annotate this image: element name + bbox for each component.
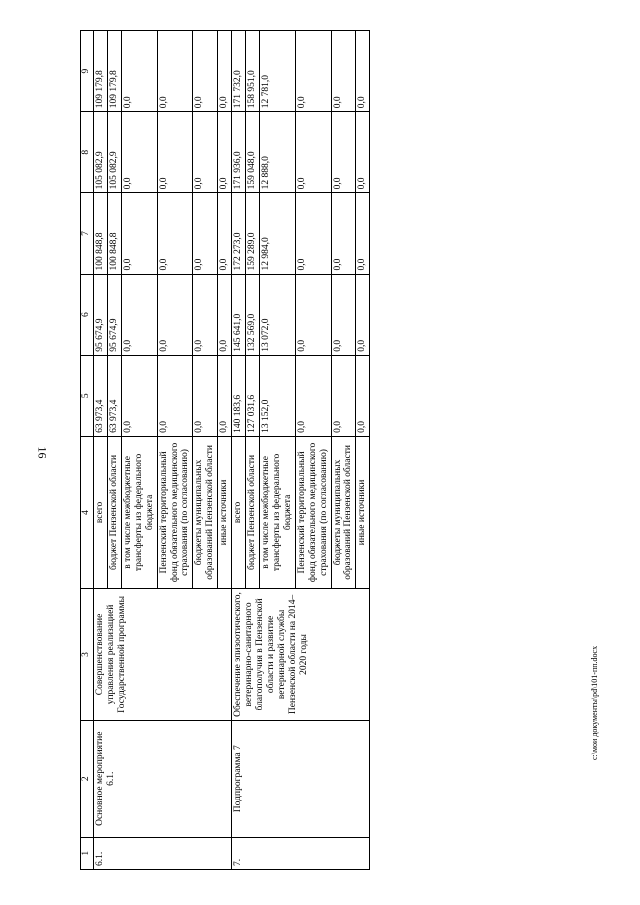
cell-value: 0,0 <box>218 31 232 112</box>
cell-value: 0,0 <box>193 355 218 436</box>
cell-value: 0,0 <box>331 274 356 355</box>
cell-value: 127 031,6 <box>246 355 260 436</box>
header-cell: 5 <box>81 355 94 436</box>
cell-value: 0,0 <box>218 355 232 436</box>
budget-table <box>80 30 370 870</box>
cell-value: 0,0 <box>218 112 232 193</box>
cell-funding-source: бюджеты муниципальных образований Пензенской области <box>331 436 356 588</box>
header-cell: 4 <box>81 436 94 588</box>
table-row <box>94 31 108 870</box>
cell-value: 0,0 <box>121 355 157 436</box>
cell-value: 0,0 <box>356 193 370 274</box>
cell-value: 0,0 <box>157 355 193 436</box>
header-cell: 3 <box>81 589 94 721</box>
cell-value: 0,0 <box>295 112 331 193</box>
cell-value: 95 674,9 <box>107 274 121 355</box>
cell-value: 0,0 <box>218 193 232 274</box>
cell-value: 0,0 <box>356 112 370 193</box>
cell-value: 95 674,9 <box>94 274 108 355</box>
cell-value: 0,0 <box>121 274 157 355</box>
cell-value: 0,0 <box>193 193 218 274</box>
cell-value: 159 289,0 <box>246 193 260 274</box>
header-cell: 7 <box>81 193 94 274</box>
cell-value: 145 641,0 <box>232 274 246 355</box>
cell-value: 0,0 <box>295 274 331 355</box>
cell-value: 105 082,9 <box>107 112 121 193</box>
cell-value: 0,0 <box>331 31 356 112</box>
cell-value: 0,0 <box>295 31 331 112</box>
cell-name: Основное мероприятие 6.1. <box>94 720 232 837</box>
header-row <box>81 31 94 870</box>
cell-no: 7. <box>232 837 370 869</box>
header-cell: 6 <box>81 274 94 355</box>
cell-funding-source: Пензенский территориальный фонд обязательного медицинского страхования (по согласованию) <box>295 436 331 588</box>
header-cell: 1 <box>81 837 94 869</box>
rotated-table-container <box>80 30 595 870</box>
cell-value: 0,0 <box>193 112 218 193</box>
cell-value: 12 781,0 <box>259 31 295 112</box>
cell-value: 0,0 <box>121 31 157 112</box>
cell-value: 0,0 <box>157 274 193 355</box>
cell-value: 0,0 <box>295 193 331 274</box>
cell-funding-source: иные источники <box>356 436 370 588</box>
header-cell: 8 <box>81 112 94 193</box>
cell-value: 172 273,0 <box>232 193 246 274</box>
cell-desc: Совершенствование управления реализацией Государственной программы <box>94 589 232 721</box>
cell-funding-source: бюджеты муниципальных образований Пензенской области <box>193 436 218 588</box>
cell-desc: Обеспечение эпизоотического, ветеринарно-санитарного благополучия в Пензенской области и развитие ветеринарной службы Пензенской области на 2014–2020 годы <box>232 589 370 721</box>
cell-value: 105 082,9 <box>94 112 108 193</box>
cell-funding-source: в том числе межбюджетные трансферты из федерального бюджета <box>121 436 157 588</box>
cell-funding-source: в том числе межбюджетные трансферты из федерального бюджета <box>259 436 295 588</box>
cell-funding-source: Пензенский территориальный фонд обязательного медицинского страхования (по согласованию) <box>157 436 193 588</box>
table-row <box>232 31 246 870</box>
page-number: 16 <box>35 446 50 459</box>
cell-value: 171 936,0 <box>232 112 246 193</box>
cell-value: 0,0 <box>331 112 356 193</box>
cell-value: 0,0 <box>121 112 157 193</box>
cell-funding-source: иные источники <box>218 436 232 588</box>
footer-path: c:\мои документы\pd\101-пп.docx <box>590 645 599 760</box>
cell-value: 0,0 <box>331 193 356 274</box>
cell-value: 100 848,8 <box>107 193 121 274</box>
cell-value: 12 888,0 <box>259 112 295 193</box>
header-cell: 2 <box>81 720 94 837</box>
cell-value: 13 152,0 <box>259 355 295 436</box>
cell-no: 6.1. <box>94 837 232 869</box>
cell-value: 0,0 <box>331 355 356 436</box>
cell-value: 12 984,0 <box>259 193 295 274</box>
cell-value: 159 048,0 <box>246 112 260 193</box>
header-cell: 9 <box>81 31 94 112</box>
cell-value: 100 848,8 <box>94 193 108 274</box>
cell-value: 109 179,8 <box>94 31 108 112</box>
cell-value: 171 732,0 <box>232 31 246 112</box>
cell-value: 0,0 <box>157 31 193 112</box>
cell-value: 63 973,4 <box>107 355 121 436</box>
cell-funding-source: бюджет Пензенской области <box>107 436 121 588</box>
cell-funding-source: всего <box>232 436 246 588</box>
cell-value: 63 973,4 <box>94 355 108 436</box>
cell-name: Подпрограмма 7 <box>232 720 370 837</box>
cell-value: 0,0 <box>356 274 370 355</box>
cell-value: 0,0 <box>356 31 370 112</box>
cell-value: 0,0 <box>193 31 218 112</box>
cell-funding-source: всего <box>94 436 108 588</box>
cell-value: 0,0 <box>218 274 232 355</box>
cell-value: 140 183,6 <box>232 355 246 436</box>
cell-value: 0,0 <box>193 274 218 355</box>
cell-value: 13 072,0 <box>259 274 295 355</box>
cell-value: 0,0 <box>356 355 370 436</box>
cell-funding-source: бюджет Пензенской области <box>246 436 260 588</box>
cell-value: 0,0 <box>157 193 193 274</box>
cell-value: 158 951,0 <box>246 31 260 112</box>
cell-value: 0,0 <box>295 355 331 436</box>
cell-value: 109 179,8 <box>107 31 121 112</box>
cell-value: 132 569,0 <box>246 274 260 355</box>
cell-value: 0,0 <box>157 112 193 193</box>
cell-value: 0,0 <box>121 193 157 274</box>
